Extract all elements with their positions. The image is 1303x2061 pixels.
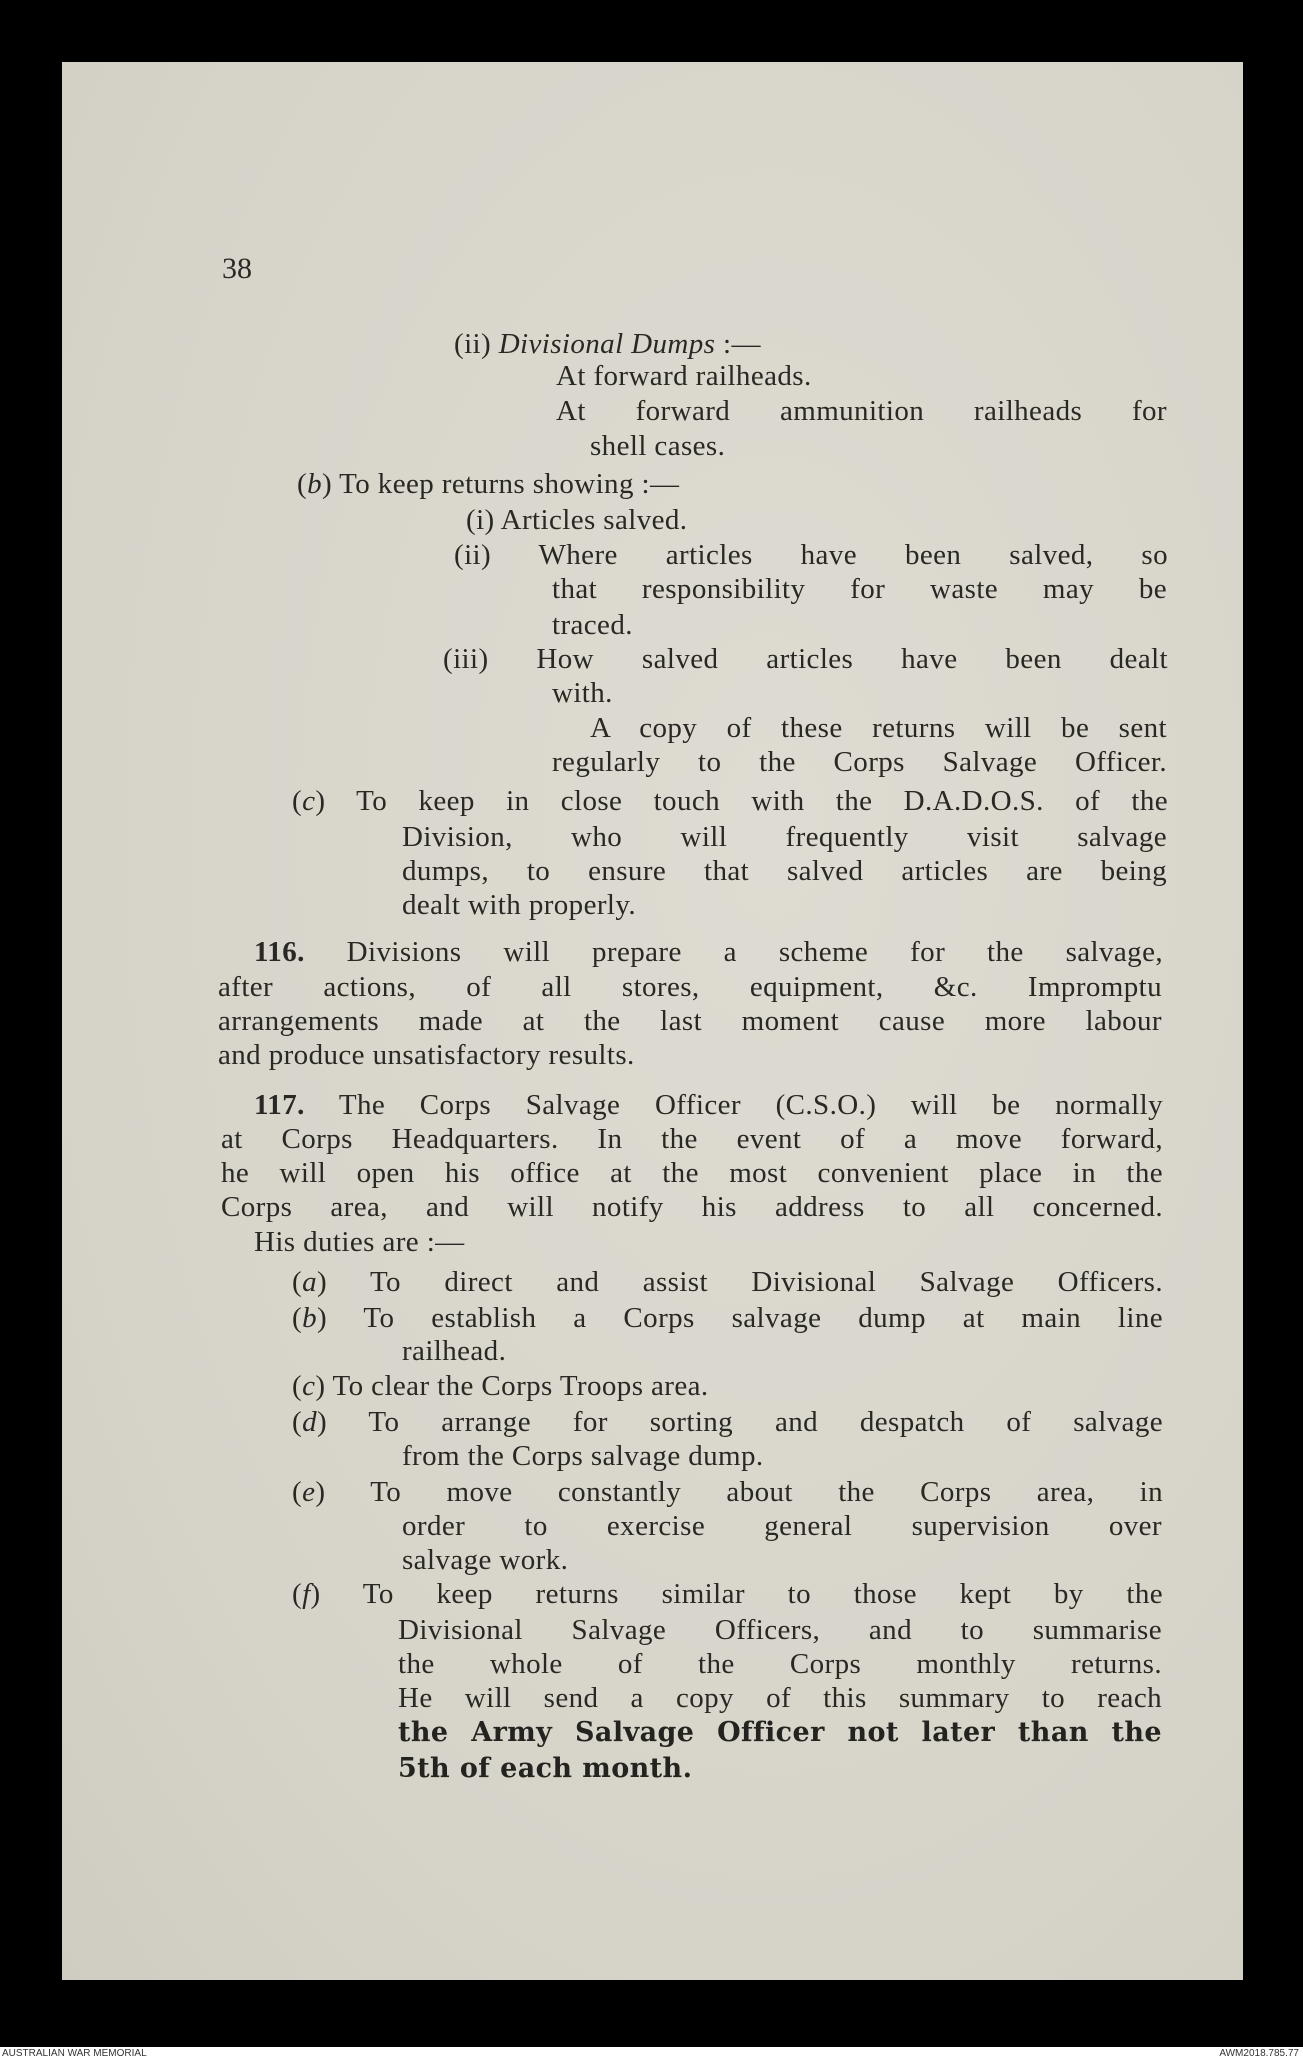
line-text: regularly to the Corps Salvage Officer.	[552, 746, 1167, 778]
item-letter: b	[307, 468, 322, 500]
text-line	[398, 1613, 1162, 1647]
text-line	[398, 1647, 1162, 1681]
text-line	[398, 1752, 692, 1786]
line-text: A copy of these returns will be sent	[590, 712, 1167, 744]
text-line	[590, 429, 725, 463]
text-line	[556, 359, 812, 393]
text-line	[221, 1190, 1163, 1224]
line-text: the whole of the Corps monthly returns.	[398, 1648, 1162, 1680]
line-text: arrangements made at the last moment cause more labour	[218, 1005, 1162, 1037]
line-text: His duties are :—	[254, 1226, 465, 1258]
item-label	[292, 1406, 327, 1438]
text-line	[454, 538, 1168, 572]
text-line	[218, 970, 1162, 1004]
text-line	[292, 1265, 1163, 1299]
text-line	[402, 1439, 764, 1473]
text-line	[398, 1716, 1162, 1750]
line-text: railhead.	[402, 1335, 507, 1367]
item-label	[297, 468, 332, 500]
text-line	[443, 642, 1168, 676]
item-label	[292, 1476, 325, 1508]
text-line	[454, 327, 761, 361]
item-letter: f	[302, 1578, 311, 1610]
line-text: How salved articles have been dealt	[536, 643, 1169, 675]
line-text: salvage work.	[402, 1544, 569, 1576]
text-line	[402, 1334, 506, 1368]
footer-credit: AUSTRALIAN WAR MEMORIAL	[2, 2048, 147, 2059]
text-line	[590, 711, 1167, 745]
item-letter: e	[302, 1476, 316, 1508]
line-text: 5th of each month.	[398, 1753, 693, 1784]
text-line	[402, 820, 1167, 854]
line-text: The Corps Salvage Officer (C.S.O.) will be normally	[304, 1089, 1163, 1121]
line-text: To keep in close touch with the D.A.D.O.S. of the	[325, 785, 1168, 817]
line-text: Corps area, and will notify his address to all concerned.	[221, 1191, 1163, 1223]
line-text: To direct and assist Divisional Salvage Officers.	[327, 1266, 1163, 1298]
line-text: traced.	[552, 609, 633, 641]
text-line	[402, 888, 636, 922]
line-text: that responsibility for waste may be	[552, 573, 1167, 605]
line-text: at Corps Headquarters. In the event of a move forward,	[221, 1123, 1163, 1155]
line-text: To arrange for sorting and despatch of salvage	[327, 1406, 1163, 1438]
text-line	[297, 467, 679, 501]
text-line	[466, 503, 687, 537]
text-line	[292, 784, 1168, 818]
item-label: ( ii )	[454, 328, 491, 360]
line-text: the Army Salvage Officer not later than the	[398, 1717, 1162, 1748]
item-label: ( iii )	[443, 643, 489, 675]
text-line	[552, 676, 613, 710]
item-label	[292, 1302, 327, 1334]
line-text: To keep returns similar to those kept by the	[320, 1578, 1163, 1610]
text-line	[552, 572, 1167, 606]
text-line	[398, 1681, 1162, 1715]
text-line	[292, 1369, 709, 1403]
item-letter: a	[302, 1266, 317, 1298]
line-text: Where articles have been salved, so	[538, 539, 1168, 571]
line-text: dealt with properly.	[402, 889, 637, 921]
line-text: Division, who will frequently visit salvage	[402, 821, 1167, 853]
footer	[0, 2047, 1303, 2061]
line-text: he will open his office at the most convenient place in the	[221, 1157, 1163, 1189]
line-text: Divisional Salvage Officers, and to summarise	[398, 1614, 1162, 1646]
text-line	[254, 1225, 465, 1259]
line-text: Articles salved.	[500, 504, 688, 536]
line-text: At forward railheads.	[556, 360, 812, 392]
text-line	[556, 394, 1167, 428]
line-text: At forward ammunition railheads for	[556, 395, 1167, 427]
line-text: from the Corps salvage dump.	[402, 1440, 764, 1472]
text-line	[221, 1122, 1163, 1156]
text-line	[292, 1475, 1163, 1509]
italic-heading: Divisional Dumps	[498, 328, 716, 360]
line-text: He will send a copy of this summary to reach	[398, 1682, 1162, 1714]
text-line	[254, 935, 1163, 969]
item-label: ( i )	[466, 504, 495, 536]
item-label	[292, 1266, 327, 1298]
text-line	[218, 1038, 635, 1072]
line-text: To establish a Corps salvage dump at main line	[327, 1302, 1163, 1334]
line-text: with.	[552, 677, 613, 709]
item-label	[292, 785, 325, 817]
text-line	[292, 1301, 1163, 1335]
text-line	[402, 1509, 1162, 1543]
text-line	[402, 1543, 568, 1577]
text-line	[254, 1088, 1163, 1122]
line-text: shell cases.	[590, 430, 726, 462]
text-line	[218, 1004, 1162, 1038]
text-line	[552, 745, 1167, 779]
text-line	[552, 608, 633, 642]
item-letter: c	[302, 785, 316, 817]
line-text: dumps, to ensure that salved articles are being	[402, 855, 1167, 887]
item-label: ( ii )	[454, 539, 491, 571]
paragraph-number: 117.	[254, 1089, 305, 1121]
item-letter: b	[302, 1302, 317, 1334]
text-line	[292, 1577, 1163, 1611]
line-text: order to exercise general supervision over	[402, 1510, 1162, 1542]
text-line	[221, 1156, 1163, 1190]
line-text: To clear the Corps Troops area.	[325, 1370, 709, 1402]
footer-accession: AWM2018.785.77	[1219, 2048, 1299, 2059]
line-text: To keep returns showing :—	[332, 468, 680, 500]
line-text: :—	[715, 328, 761, 360]
item-label	[292, 1578, 321, 1610]
item-letter: c	[302, 1370, 316, 1402]
text-line	[402, 854, 1167, 888]
item-letter: d	[302, 1406, 317, 1438]
page-number: 38	[222, 252, 252, 285]
line-text: and produce unsatisfactory results.	[218, 1039, 635, 1071]
text-line	[292, 1405, 1163, 1439]
item-label	[292, 1370, 325, 1402]
line-text: Divisions will prepare a scheme for the salvage,	[304, 936, 1163, 968]
paragraph-number: 116.	[254, 936, 305, 968]
line-text: after actions, of all stores, equipment, &c. Impromptu	[218, 971, 1162, 1003]
line-text: To move constantly about the Corps area, in	[325, 1476, 1163, 1508]
